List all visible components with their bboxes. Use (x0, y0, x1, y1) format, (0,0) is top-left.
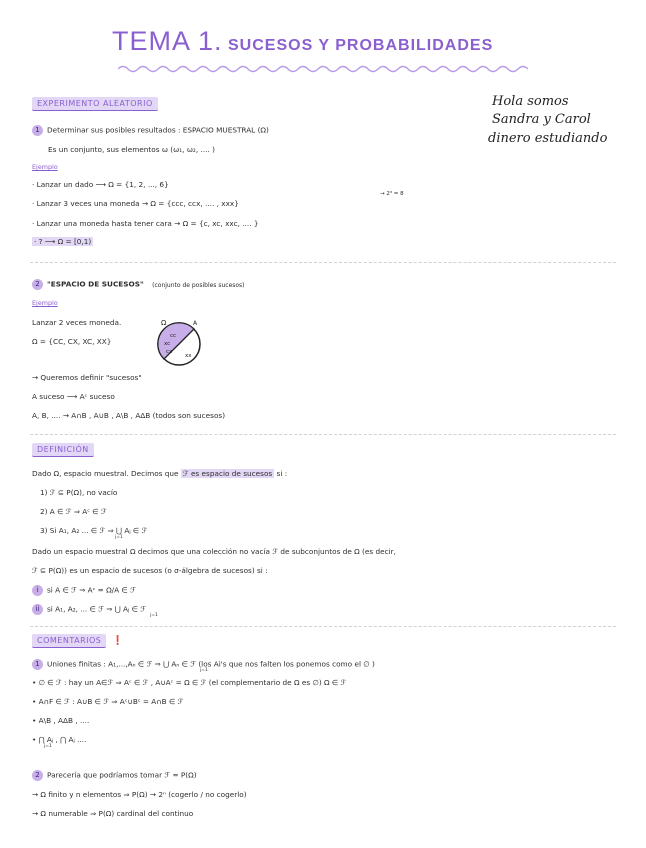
diagram-xc-label: xc (164, 341, 171, 347)
title-dot: . (214, 26, 223, 56)
s2-line-4: A suceso ⟶ Aᶜ suceso (32, 392, 115, 401)
section-heading-definicion (32, 445, 94, 454)
diagram-xx-label: xx (185, 353, 192, 359)
example-line-2: · Lanzar 3 veces una moneda → Ω = {ccc, ccx, .... , xxx} (32, 199, 239, 208)
s3-line-1b: ℱ es espacio de sucesos (182, 469, 273, 478)
diagram-cx-label: cx (166, 349, 173, 355)
title-underline (118, 64, 528, 74)
step-number: i (32, 585, 43, 596)
sample-space-diagram (153, 316, 205, 368)
s4-line-2-text: Parecería que podríamos tomar ℱ = P(Ω) (47, 770, 197, 780)
divider (30, 434, 616, 435)
step-number: 2 (32, 770, 43, 781)
section-heading-experimento (32, 99, 158, 108)
s4-line-1-index: j=1 (200, 668, 208, 673)
s1-line-2: Es un conjunto, sus elementos ω (ω₁, ω₂, .... ) (48, 145, 215, 154)
example-label: Ejemplo (32, 299, 58, 307)
s3-line-1 (32, 469, 287, 478)
s2-heading (32, 279, 245, 290)
section-heading-comentarios (32, 636, 124, 646)
section-heading-text: EXPERIMENTO ALEATORIO (32, 97, 158, 111)
s3-item-ii (32, 604, 146, 615)
s3-cond-2: 2) A ∈ ℱ ⇒ Aᶜ ∈ ℱ (40, 507, 107, 516)
title-sub: SUCESOS Y PROBABILIDADES (228, 37, 494, 54)
title-main: TEMA 1 (112, 26, 215, 56)
note-line-3: dinero estudiando (488, 131, 608, 146)
s4-bullet-1: • ∅ ∈ ℱ : hay un A∈ℱ ⇒ Aᶜ ∈ ℱ , A∪Aᶜ = Ω ∈ ℱ (el complementario de Ω es ∅) Ω ∈ ℱ (32, 678, 347, 687)
s1-line-1 (32, 125, 269, 136)
step-number: ii (32, 604, 43, 615)
divider (30, 626, 616, 627)
s4-bullet-3: • A\B , AΔB , .... (32, 716, 90, 725)
s3-line-2: Dado un espacio muestral Ω decimos que una colección no vacía ℱ de subconjuntos de Ω (es decir, (32, 547, 396, 556)
s2-line-2: Ω = {CC, CX, XC, XX} (32, 337, 112, 346)
divider (30, 262, 616, 263)
s3-line-1c: si : (276, 469, 288, 478)
s3-item-i-text: si A ∈ ℱ ⇒ Aᶜ = Ω/A ∈ ℱ (47, 585, 136, 595)
s2-heading-text: "ESPACIO DE SUCESOS" (47, 279, 144, 289)
page-title (112, 26, 493, 57)
s2-line-1: Lanzar 2 veces moneda. (32, 318, 122, 327)
s4-line-4: → Ω numerable ⇒ P(Ω) cardinal del continuo (32, 809, 194, 818)
example-line-4-text: · ? ⟶ Ω = [0,1) (34, 237, 92, 246)
note-line-1: Hola somos (492, 94, 569, 109)
example-line-2-note: → 2³ = 8 (380, 191, 404, 197)
note-line-2: Sandra y Carol (492, 112, 591, 127)
section-heading-text: COMENTARIOS (32, 634, 106, 648)
section-heading-text: DEFINICIÓN (32, 443, 94, 457)
s3-line-3: ℱ ⊆ P(Ω)) es un espacio de sucesos (o σ-álgebra de sucesos) si : (32, 566, 268, 575)
s3-cond-3: 3) Si A₁, A₂ ... ∈ ℱ ⇒ ⋃ Aⱼ ∈ ℱ (40, 526, 148, 535)
s4-bullet-4-index: j=1 (44, 744, 52, 749)
exclamation-icon: ❗ (112, 636, 125, 646)
diagram-cc-label: cc (170, 333, 177, 339)
s3-cond-3-index: j=1 (115, 535, 123, 540)
s1-line-1-text: Determinar sus posibles resultados : ESPACIO MUESTRAL (Ω) (47, 125, 269, 135)
s2-line-5: A, B, .... → A∩B , A∪B , A\B , AΔB (todos son sucesos) (32, 411, 226, 420)
example-line-3: · Lanzar una moneda hasta tener cara → Ω = {c, xc, xxc, .... } (32, 219, 259, 228)
diagram-a-label: A (193, 320, 198, 327)
example-line-1: · Lanzar un dado ⟶ Ω = {1, 2, ..., 6} (32, 180, 169, 189)
step-number: 2 (32, 279, 43, 290)
s4-bullet-2: • A∩F ∈ ℱ : A∪B ∈ ℱ ⇒ Aᶜ∪Bᶜ = A∩B ∈ ℱ (32, 697, 184, 706)
example-line-4 (32, 237, 93, 246)
diagram-omega-label: Ω (161, 319, 167, 327)
s2-line-3: → Queremos definir "sucesos" (32, 373, 142, 382)
s3-item-ii-text: si A₁, A₂, ... ∈ ℱ ⇒ ⋃ Aⱼ ∈ ℱ (47, 604, 147, 614)
s4-line-3: → Ω finito y n elementos ⇒ P(Ω) → 2ⁿ (cogerlo / no cogerlo) (32, 790, 247, 799)
s2-heading-note: (conjunto de posibles sucesos) (152, 281, 245, 289)
s3-item-ii-index: j=1 (150, 613, 158, 618)
s3-item-i (32, 585, 136, 596)
step-number: 1 (32, 659, 43, 670)
s4-line-1-text: Uniones finitas : A₁,...,Aₙ ∈ ℱ ⇒ ⋃ Aₙ ∈ ℱ (los Ai's que nos falten los ponemos como el ∅ ) (47, 659, 375, 669)
s4-line-2 (32, 770, 197, 781)
s3-cond-1: 1) ℱ ⊆ P(Ω), no vacío (40, 488, 118, 497)
example-label: Ejemplo (32, 163, 58, 171)
step-number: 1 (32, 125, 43, 136)
s4-bullet-4: • ⋂ Aⱼ , ⋂ Aⱼ .... (32, 735, 87, 744)
s3-line-1a: Dado Ω, espacio muestral. Decimos que (32, 469, 179, 478)
